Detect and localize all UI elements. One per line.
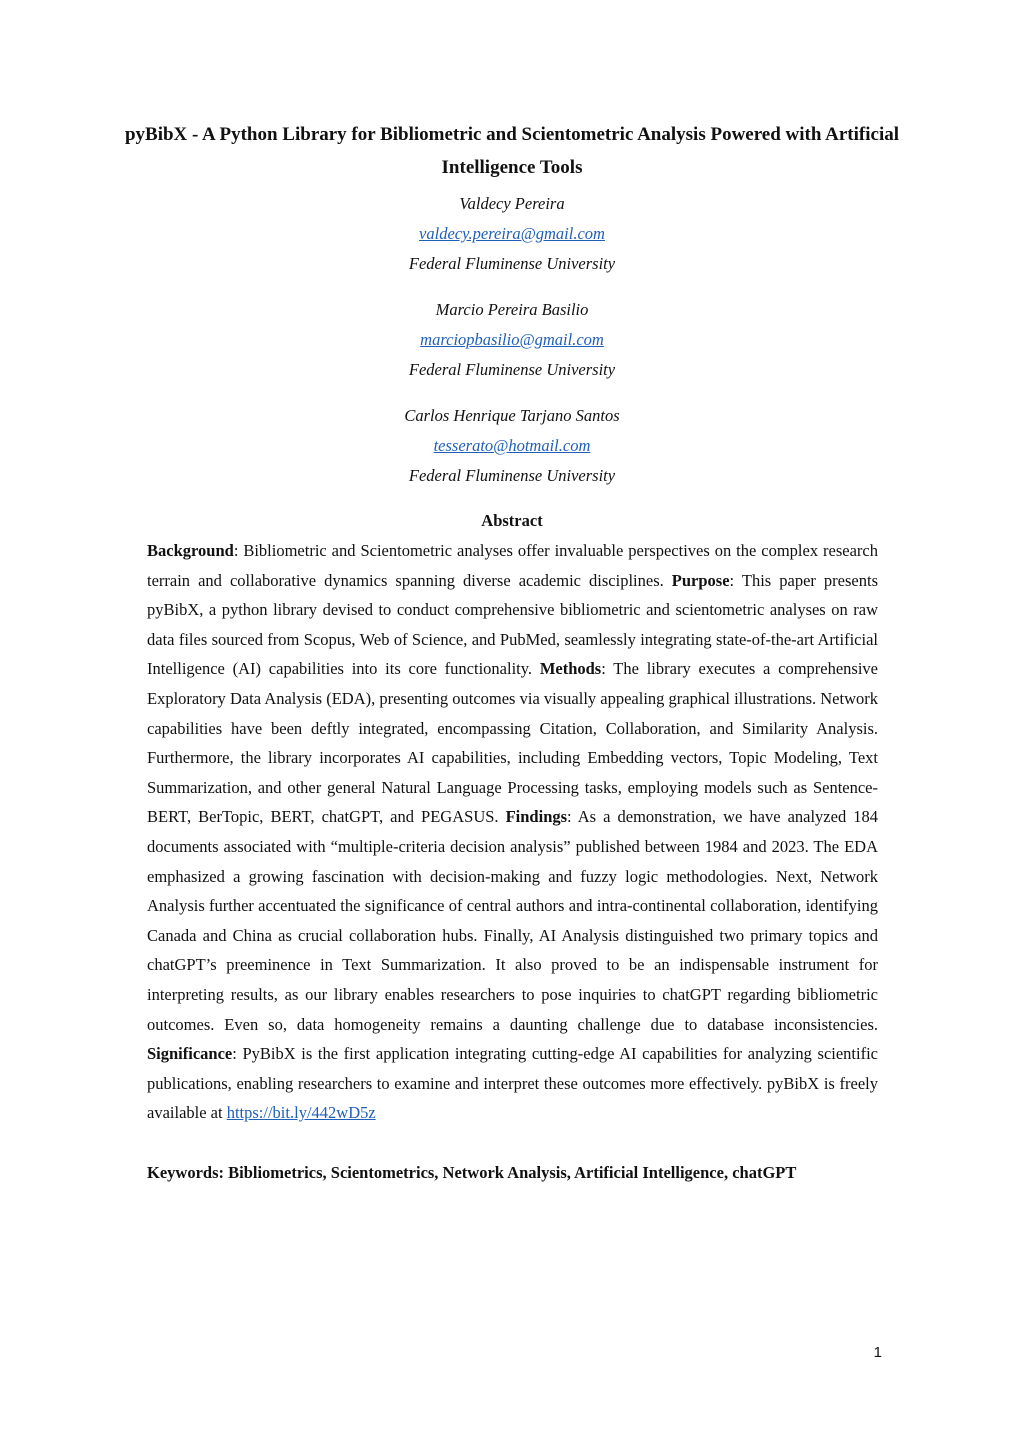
- paper-title: pyBibX - A Python Library for Bibliometric and Scientometric Analysis Powered with Artificial Intelligence Tools: [124, 124, 900, 178]
- author-name: Carlos Henrique Tarjano Santos: [404, 406, 620, 425]
- findings-text: : As a demonstration, we have analyzed 184 documents associated with “multiple-criteria decision analysis” published between 1984 and 2023. The EDA emphasized a growing fascination with decision-making and fuzzy logic methodologies. Next, Network Analysis further accentuated the significance of central authors and intra-continental collaboration, identifying Canada and China as crucial collaboration hubs. Finally, AI Analysis distinguished two primary topics and chatGPT’s preeminence in Text Summarization. It also proved to be an indispensable instrument for interpreting results, as our library enables researchers to pose inquiries to chatGPT regarding bibliometric outcomes. Even so, data homogeneity remains a daunting challenge due to database inconsistencies.: [147, 807, 879, 1034]
- author-email-link[interactable]: valdecy.pereira@gmail.com: [419, 224, 605, 243]
- abstract-heading: Abstract: [481, 511, 543, 530]
- author-affiliation: Federal Fluminense University: [408, 360, 616, 379]
- methods-text: : The library executes a comprehensive Exploratory Data Analysis (EDA), presenting outcomes via visually appealing graphical illustrations. Network capabilities have been deftly integrated, encompassing Citation, Collaboration, and Similarity Analysis. Furthermore, the library incorporates AI capabilities, including Embedding vectors, Topic Modeling, Text Summarization, and other general Natural Language Processing tasks, employing models such as Sentence-BERT, BerTopic, BERT, chatGPT, and PEGASUS.: [147, 659, 878, 827]
- author-email-line: [162, 431, 862, 461]
- keywords: Keywords: Bibliometrics, Scientometrics, Network Analysis, Artificial Intelligence, chatGPT: [147, 1163, 797, 1182]
- significance-label: Significance: [147, 1044, 233, 1064]
- purpose-text: : This paper presents pyBibX, a python library devised to conduct comprehensive bibliometric and scientometric analyses on raw data files sourced from Scopus, Web of Science, and PubMed, seamlessly integrating state-of-the-art Artificial Intelligence (AI) capabilities into its core functionality.: [147, 570, 879, 679]
- page-number: 1: [873, 1344, 882, 1361]
- author-email-line: [162, 325, 862, 355]
- author-affiliation: Federal Fluminense University: [408, 254, 616, 273]
- abstract-body: [147, 536, 878, 1128]
- project-link[interactable]: https://bit.ly/442wD5z: [226, 1103, 376, 1123]
- purpose-label: Purpose: [671, 570, 730, 590]
- author-block: [162, 189, 862, 279]
- author-email-link[interactable]: marciopbasilio@gmail.com: [420, 330, 604, 349]
- author-block: [162, 401, 862, 491]
- findings-label: Findings: [505, 807, 568, 827]
- author-name: Valdecy Pereira: [459, 194, 565, 213]
- background-text: : Bibliometric and Scientometric analyses offer invaluable perspectives on the complex research terrain and collaborative dynamics spanning diverse academic disciplines.: [147, 541, 878, 590]
- author-list: [162, 189, 862, 491]
- author-block: [162, 295, 862, 385]
- author-email-line: [162, 219, 862, 249]
- methods-label: Methods: [539, 659, 602, 679]
- significance-text: : PyBibX is the first application integrating cutting-edge AI capabilities for analyzing scientific publications, enabling researchers to examine and interpret these outcomes more effectively. pyBibX is freely available at: [147, 1044, 878, 1123]
- background-label: Background: [147, 541, 234, 560]
- author-affiliation: Federal Fluminense University: [408, 466, 616, 485]
- author-name: Marcio Pereira Basilio: [435, 300, 589, 319]
- author-email-link[interactable]: tesserato@hotmail.com: [433, 436, 591, 455]
